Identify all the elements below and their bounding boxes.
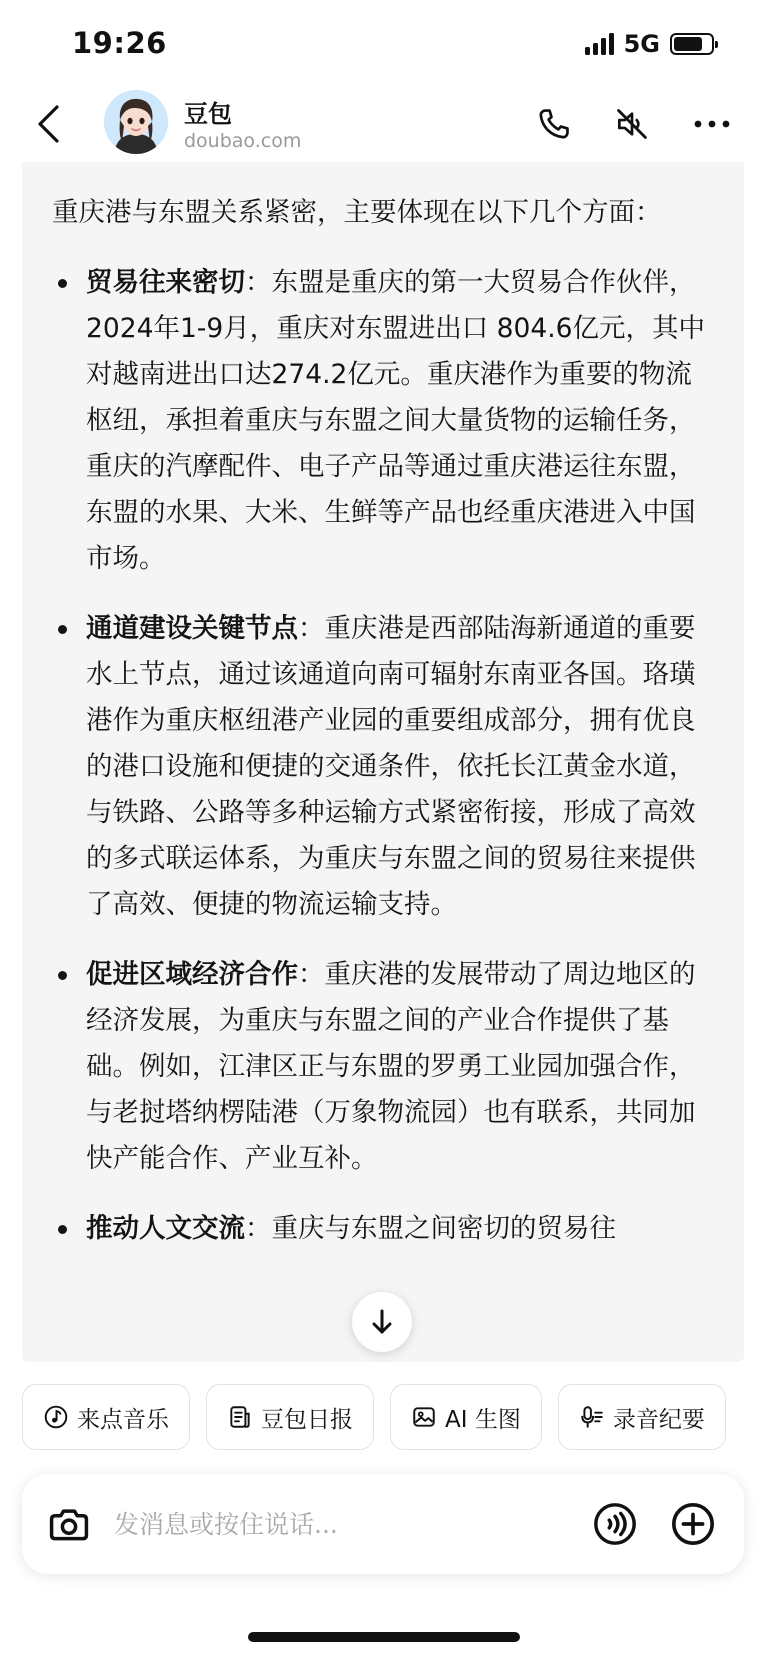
status-time: 19:26: [72, 26, 167, 60]
point-text: ：重庆港是西部陆海新通道的重要水上节点，通过该通道向南可辐射东南亚各国。珞璜港作为重庆枢纽港产业园的重要组成部分，拥有优良的港口设施和便捷的交通条件，依托长江黄金水道，与铁路、公路等多种运输方式紧密衔接，形成了高效的多式联运体系，为重庆与东盟之间的贸易往来提供了高效、便捷的物流运输支持。: [86, 613, 696, 920]
list-item: [52, 1206, 714, 1252]
camera-button[interactable]: [46, 1502, 92, 1546]
signal-strength-icon: [585, 33, 614, 55]
chat-header: [0, 88, 768, 162]
quick-actions: [22, 1384, 768, 1452]
point-text: ：重庆港的发展带动了周边地区的经济发展，为重庆与东盟之间的产业合作提供了基础。例如，江津区正与东盟的罗勇工业园加强合作，与老挝塔纳楞陆港（万象物流园）也有联系，共同加快产能合作、产业互补。: [86, 959, 696, 1174]
list-item: [52, 606, 714, 928]
quick-action-label: AI 生图: [445, 1406, 521, 1433]
voice-call-button[interactable]: [592, 1501, 638, 1547]
status-indicators: [585, 30, 714, 58]
quick-action-recording[interactable]: [558, 1384, 726, 1450]
message-composer: [22, 1474, 744, 1574]
battery-icon: [670, 33, 714, 55]
bot-avatar-icon: [104, 90, 168, 154]
speaker-muted-icon: [613, 105, 651, 143]
point-title: 推动人文交流: [86, 1213, 245, 1244]
quick-action-label: 豆包日报: [261, 1406, 353, 1433]
arrow-down-icon: [370, 1308, 394, 1336]
quick-action-music[interactable]: [22, 1384, 190, 1450]
message-input[interactable]: [114, 1500, 584, 1548]
list-item: [52, 260, 714, 582]
network-type: 5G: [623, 30, 660, 58]
list-item: [52, 952, 714, 1182]
status-bar: [0, 0, 768, 88]
message-points: [52, 260, 714, 1252]
message-intro: 重庆港与东盟关系紧密，主要体现在以下几个方面：: [52, 197, 662, 228]
message-content: [22, 162, 744, 1252]
more-options-button[interactable]: [690, 102, 734, 146]
message-bubble: [22, 162, 744, 1362]
add-attachment-button[interactable]: [670, 1501, 716, 1547]
bot-domain: doubao.com: [184, 130, 302, 152]
camera-icon: [46, 1502, 92, 1546]
bot-name: 豆包: [184, 100, 232, 128]
sound-wave-icon: [592, 1501, 638, 1547]
quick-action-label: 来点音乐: [77, 1406, 169, 1433]
music-note-icon: [43, 1404, 69, 1430]
image-icon: [411, 1404, 437, 1430]
back-button[interactable]: [28, 102, 68, 146]
point-title: 贸易往来密切: [86, 267, 245, 298]
quick-action-daily[interactable]: [206, 1384, 374, 1450]
daily-report-icon: [227, 1404, 253, 1430]
quick-action-label: 录音纪要: [612, 1406, 705, 1433]
plus-circle-icon: [670, 1501, 716, 1547]
phone-icon: [535, 105, 573, 143]
microphone-notes-icon: [579, 1404, 605, 1430]
point-title: 通道建设关键节点: [86, 613, 298, 644]
home-indicator[interactable]: [248, 1632, 520, 1642]
avatar[interactable]: [104, 90, 168, 154]
call-button[interactable]: [532, 102, 576, 146]
point-title: 促进区域经济合作: [86, 959, 298, 990]
point-text: ：东盟是重庆的第一大贸易合作伙伴，2024年1-9月，重庆对东盟进出口 804.6亿元，其中对越南进出口达274.2亿元。重庆港作为重要的物流枢纽，承担着重庆与东盟之间大量货物的运输任务，重庆的汽摩配件、电子产品等通过重庆港运往东盟，东盟的水果、大米、生鲜等产品也经重庆港进入中国市场。: [86, 267, 706, 574]
quick-action-ai-image[interactable]: [390, 1384, 542, 1450]
scroll-to-bottom-button[interactable]: [352, 1292, 412, 1352]
more-dots-icon: [692, 118, 732, 130]
speaker-mute-button[interactable]: [610, 102, 654, 146]
chevron-left-icon: [35, 104, 61, 144]
point-text: ：重庆与东盟之间密切的贸易往: [245, 1213, 616, 1244]
